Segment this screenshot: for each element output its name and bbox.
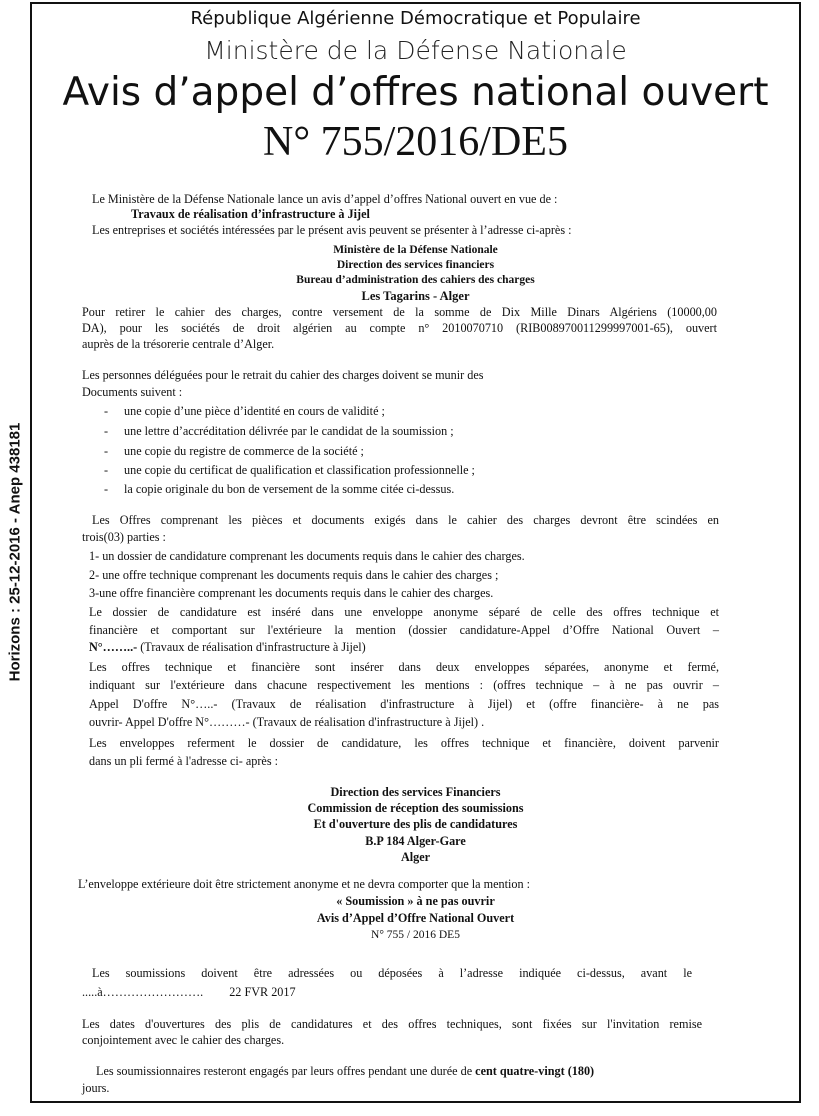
- delivery-address-line: B.P 184 Alger-Gare: [365, 834, 466, 848]
- address-line: Ministère de la Défense Nationale: [333, 244, 498, 256]
- intro-line: Le Ministère de la Défense Nationale lance un avis d’appel d’offres National ouvert en vue de :: [92, 192, 558, 206]
- depot-line: [82, 985, 296, 1000]
- engagement-line: jours.: [82, 1081, 110, 1095]
- retrait-line: Pour retirer le cahier des charges, contre versement de la somme de Dix Mille Dinars Algériens (10000,00: [82, 305, 717, 319]
- offres-part: 2- une offre technique comprenant les documents requis dans le cahier des charges ;: [89, 568, 499, 582]
- documents-heading: Documents suivent :: [82, 385, 183, 399]
- retrait-line: auprès de la trésorerie centrale d’Alger.: [82, 337, 275, 351]
- address-line: Bureau d’administration des cahiers des charges: [296, 274, 535, 286]
- offres-line: trois(03) parties :: [82, 530, 166, 544]
- bullet-dash: -: [104, 463, 109, 477]
- document-item: une copie d’une pièce d’identité en cours de validité ;: [124, 404, 385, 418]
- document-item: la copie originale du bon de versement de la somme citée ci-dessus.: [124, 482, 455, 496]
- offres-line: Les Offres comprenant les pièces et documents exigés dans le cahier des charges devront être scindées en: [92, 513, 719, 527]
- notice-number: N° 755/2016/DE5: [263, 119, 568, 165]
- offres-line: ouvrir- Appel D'offre N°………- (Travaux de réalisation d'infrastructure à Jijel) .: [89, 715, 485, 729]
- ouverture-line: conjointement avec le cahier des charges.: [82, 1033, 285, 1047]
- offre-number-placeholder: N°……..-: [89, 640, 138, 654]
- offres-line: financière et comportant sur l'extérieure la mention (dossier candidature-Appel d’Offre National Ouvert –: [89, 623, 719, 637]
- side-label-text: Horizons : 25-12-2016 - Anep 438181: [6, 422, 24, 682]
- retrait-line: DA), pour les sociétés de droit algérien au compte n° 2010070710 (RIB008970011299997001-65), ouvert: [82, 321, 717, 335]
- address-line: Direction des services financiers: [336, 259, 495, 271]
- ministry-header: Ministère de la Défense Nationale: [204, 36, 627, 65]
- offres-line: Les offres technique et financière sont insérer dans deux enveloppes séparées, anonyme et fermé,: [89, 660, 719, 674]
- bullet-dash: -: [104, 424, 109, 438]
- offres-line: Le dossier de candidature est inséré dans une enveloppe anonyme séparé de celle des offres technique et: [89, 605, 719, 619]
- bullet-dash: -: [104, 404, 109, 418]
- bullet-dash: -: [104, 444, 109, 458]
- document-item: une lettre d’accréditation délivrée par le candidat de la soumission ;: [124, 424, 454, 438]
- document-item: une copie du registre de commerce de la société ;: [124, 444, 364, 458]
- offres-part: 1- un dossier de candidature comprenant les documents requis dans le cahier des charges.: [89, 549, 525, 563]
- engagement-text: Les soumissionnaires resteront engagés par leurs offres pendant une durée de: [96, 1064, 476, 1078]
- enveloppe-mention: Avis d’Appel d’Offre National Ouvert: [316, 911, 515, 925]
- enveloppe-mention: N° 755 / 2016 DE5: [371, 929, 460, 941]
- engagement-duration: cent quatre-vingt (180): [475, 1064, 595, 1078]
- offres-line: [89, 640, 366, 655]
- ouverture-line: Les dates d'ouvertures des plis de candidatures et des offres techniques, sont fixées sur l'invitation remise: [82, 1017, 702, 1031]
- offre-object-text: (Travaux de réalisation d'infrastructure à Jijel): [137, 640, 366, 654]
- offres-line: Appel D'offre N°…..- (Travaux de réalisation d'infrastructure à Jijel) et (offre financière- à ne pas: [89, 697, 719, 711]
- delivery-address-line: Direction des services Financiers: [330, 785, 501, 799]
- bullet-dash: -: [104, 482, 109, 496]
- deadline-date: 22 FVR 2017: [229, 985, 296, 999]
- side-publication-label: [0, 358, 30, 746]
- depot-line: Les soumissions doivent être adressées ou déposées à l’adresse indiquée ci-dessus, avant le: [92, 966, 692, 980]
- enveloppe-mention: « Soumission » à ne pas ouvrir: [336, 894, 495, 908]
- tender-object: Travaux de réalisation d’infrastructure à Jijel: [131, 207, 370, 221]
- documents-intro: Les personnes déléguées pour le retrait du cahier des charges doivent se munir des: [82, 368, 484, 382]
- enveloppe-line: L’enveloppe extérieure doit être strictement anonyme et ne devra comporter que la mention :: [78, 877, 531, 891]
- offres-line: dans un pli fermé à l'adresse ci- après :: [89, 754, 278, 768]
- country-header: République Algérienne Démocratique et Populaire: [190, 8, 641, 29]
- intro-line: Les entreprises et sociétés intéressées par le présent avis peuvent se présenter à l’adresse ci-après :: [92, 223, 572, 237]
- depot-placeholder: .....à…………………….: [82, 985, 204, 999]
- offres-line: indiquant sur l'extérieure dans chacune respectivement les mentions : (offres technique – à ne pas ouvrir –: [89, 678, 719, 692]
- document-item: une copie du certificat de qualification et classification professionnelle ;: [124, 463, 475, 477]
- delivery-address-line: Alger: [400, 850, 431, 864]
- delivery-address-line: Et d'ouverture des plis de candidatures: [313, 817, 518, 831]
- delivery-address-line: Commission de réception des soumissions: [307, 801, 524, 815]
- offres-part: 3-une offre financière comprenant les documents requis dans le cahier des charges.: [89, 586, 494, 600]
- offres-line: Les enveloppes referment le dossier de candidature, les offres technique et financière, doivent parvenir: [89, 736, 719, 750]
- engagement-line: [96, 1064, 594, 1079]
- notice-title: Avis d’appel d’offres national ouvert: [62, 70, 769, 115]
- address-line: Les Tagarins - Alger: [361, 289, 470, 303]
